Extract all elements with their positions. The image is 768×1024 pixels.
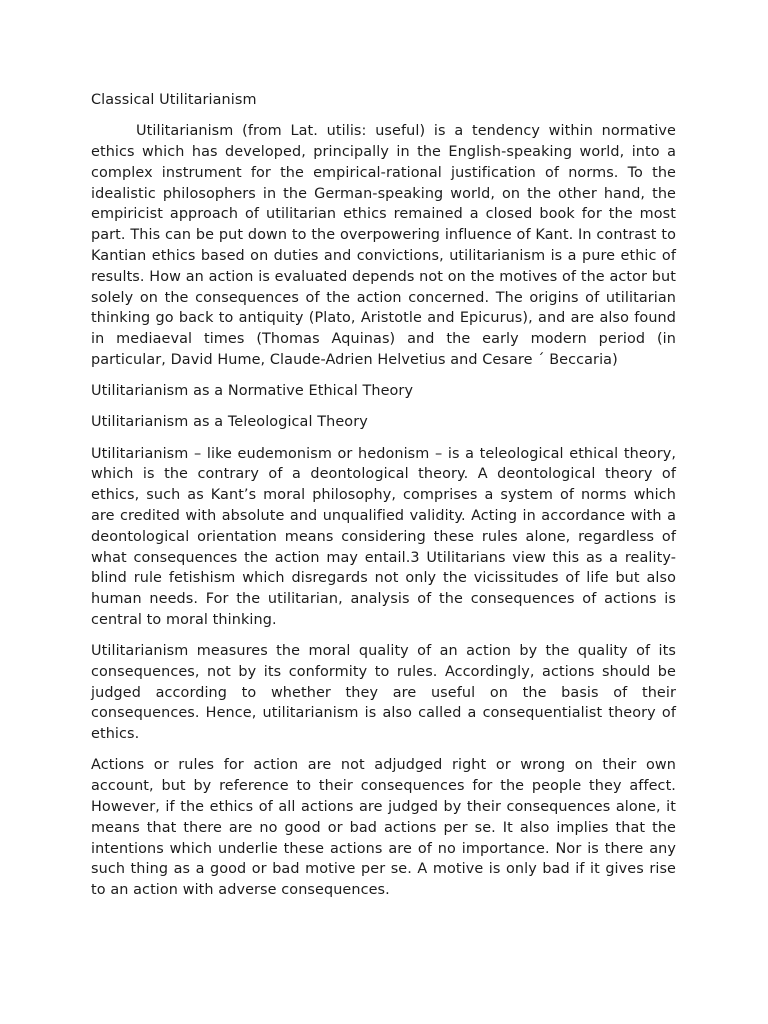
body-paragraph: Utilitarianism measures the moral quality of an action by the quality of its consequences, not by its conformity to rules. Accordingly, actions should be judged according to whether they are useful on the basis of their consequences. Hence, utilitarianism is also called a consequentialist theory of ethics. [91, 643, 676, 743]
document-page [91, 90, 676, 911]
body-paragraph: Actions or rules for action are not adjudged right or wrong on their own account, but by reference to their consequences for the people they affect. However, if the ethics of all actions are judged by their consequences alone, it means that there are no good or bad actions per se. It also implies that the intentions which underlie these actions are of no importance. Nor is there any such thing as a good or bad motive per se. A motive is only bad if it gives rise to an action with adverse consequences. [91, 757, 676, 899]
intro-paragraph: Utilitarianism (from Lat. utilis: useful) is a tendency within normative ethics which has developed, principally in the English-speaking world, into a complex instrument for the empirical-rational justification of norms. To the idealistic philosophers in the German-speaking world, on the other hand, the empiricist approach of utilitarian ethics remained a closed book for the most part. This can be put down to the overpowering influence of Kant. In contrast to Kantian ethics based on duties and convictions, utilitarianism is a pure ethic of results. How an action is evaluated depends not on the motives of the actor but solely on the consequences of the action concerned. The origins of utilitarian thinking go back to antiquity (Plato, Aristotle and Epicurus), and are also found in mediaeval times (Thomas Aquinas) and the early modern period (in particular, David Hume, Claude-Adrien Helvetius and Cesare ´ Beccaria) [91, 123, 676, 368]
document-title: Classical Utilitarianism [91, 92, 257, 108]
section-heading-normative: Utilitarianism as a Normative Ethical Theory [91, 383, 414, 400]
body-paragraph: Utilitarianism – like eudemonism or hedonism – is a teleological ethical theory, which is the contrary of a deontological theory. A deontological theory of ethics, such as Kant’s moral philosophy, comprises a system of norms which are credited with absolute and unqualified validity. Acting in accordance with a deontological orientation means considering these rules alone, regardless of what consequences the action may entail.3 Utilitarians view this as a reality-blind rule fetishism which disregards not only the vicissitudes of life but also human needs. For the utilitarian, analysis of the consequences of actions is central to moral thinking. [91, 445, 676, 628]
section-heading-teleological: Utilitarianism as a Teleological Theory [91, 414, 368, 431]
